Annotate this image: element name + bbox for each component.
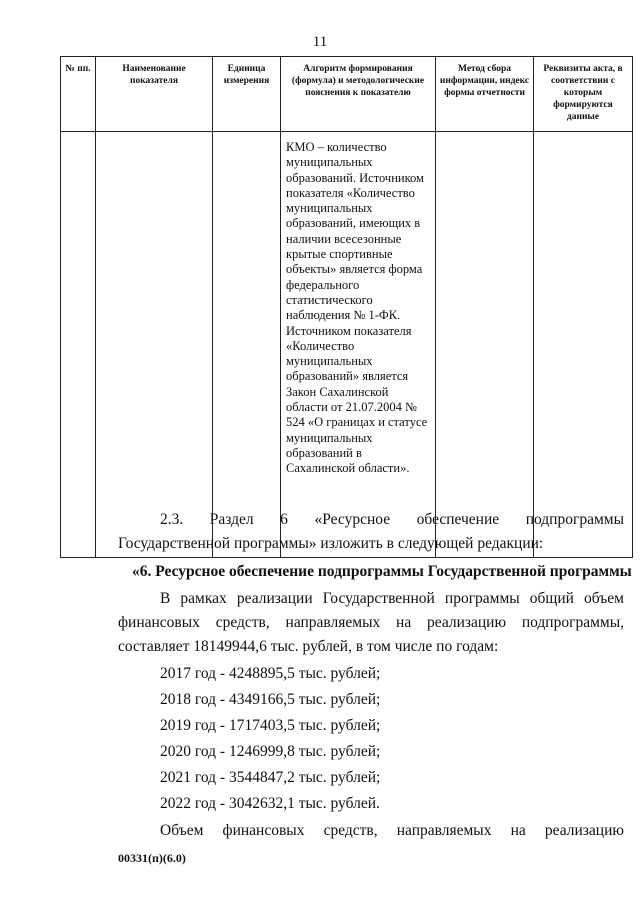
year-2020-line: 2020 год - 1246999,8 тыс. рублей; [160, 743, 381, 760]
page-number: 11 [312, 34, 328, 50]
cell-number [61, 132, 96, 558]
algorithm-text: КМО – количество муниципальных образований. Источником показателя «Количество муниципальных образований, имеющих в наличии всесезонные крытые спортивные объекты» является форма федерального статистического наблюдения № 1-ФК. Источником показателя «Количество муниципальных образований» является Закон Сахалинской области от 21.07.2004 № 524 «О границах и статусе муниципальных образований в Сахалинской области». [286, 140, 428, 476]
cell-method [436, 132, 534, 558]
word: на [510, 822, 526, 839]
word: направляемых [396, 822, 492, 839]
paragraph-funding-total: В рамках реализации Государственной программы общий объем финансовых средств, направляемых на реализацию подпрограммы, составляет 18149944,6 тыс. рублей, в том числе по годам: [118, 590, 624, 655]
header-indicator-name: Наименование показателя [96, 57, 213, 132]
header-method: Метод сбора информации, индекс формы отчетности [436, 57, 534, 132]
word: Объем [160, 822, 204, 839]
header-act-details: Реквизиты акта, в соответствии с которым формируются данные [534, 57, 633, 132]
table-header-row [61, 57, 633, 132]
cell-act-details [534, 132, 633, 558]
word: реализацию [544, 822, 624, 839]
table-row [61, 132, 633, 558]
header-number: № пп. [61, 57, 96, 132]
paragraph-section-amendment: 2.3. Раздел 6 «Ресурсное обеспечение подпрограммы Государственной программы» изложить в следующей редакции: [118, 511, 624, 552]
word: средств, [323, 822, 378, 839]
year-2017-line: 2017 год - 4248895,5 тыс. рублей; [160, 665, 381, 682]
cell-indicator-name [96, 132, 213, 558]
section-heading: «6. Ресурсное обеспечение подпрограммы Государственной программы [132, 563, 632, 580]
word: финансовых [222, 822, 305, 839]
year-2021-line: 2021 год - 3544847,2 тыс. рублей; [160, 769, 381, 786]
header-algorithm: Алгоритм формирования (формула) и методологические пояснения к показателю [281, 57, 436, 132]
document-code: 00331(п)(6.0) [118, 851, 186, 865]
paragraph-continuation [160, 822, 624, 840]
header-unit: Единица измерения [213, 57, 281, 132]
cell-algorithm [281, 132, 436, 558]
indicators-table [60, 56, 633, 558]
cell-unit [213, 132, 281, 558]
year-2019-line: 2019 год - 1717403,5 тыс. рублей; [160, 717, 381, 734]
year-2022-line: 2022 год - 3042632,1 тыс. рублей. [160, 795, 380, 812]
year-2018-line: 2018 год - 4349166,5 тыс. рублей; [160, 691, 381, 708]
